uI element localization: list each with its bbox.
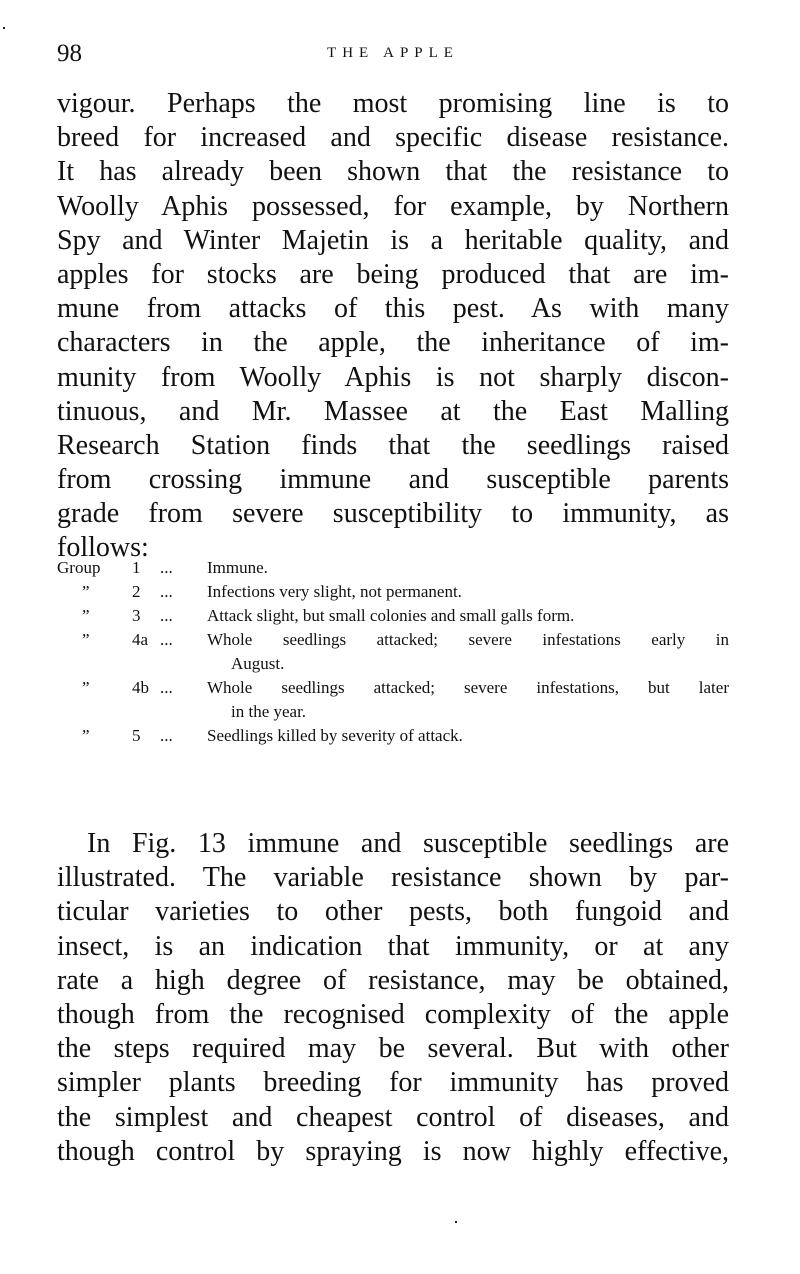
description-line: in the year. [231, 702, 307, 721]
text-line: It has already been shown that the resistance to [57, 156, 729, 188]
text-line: follows: [57, 532, 149, 564]
group-number: 3 [132, 606, 141, 625]
text-line: from crossing immune and susceptible parents [57, 464, 729, 496]
group-list [57, 556, 729, 748]
running-head: THE APPLE [327, 45, 459, 61]
group-description [207, 676, 729, 724]
ditto-mark: ” [82, 606, 90, 625]
text-line: simpler plants breeding for immunity has proved [57, 1067, 729, 1099]
description-line: Immune. [207, 558, 268, 577]
description-line: August. [231, 654, 285, 673]
group-item [57, 604, 729, 628]
group-item [57, 628, 729, 676]
description-line: Whole seedlings attacked; severe infestations, but later [207, 678, 729, 697]
page-number: 98 [57, 40, 82, 67]
ditto-mark: ” [82, 726, 90, 745]
ditto-mark: ” [82, 678, 90, 697]
group-label: Group [57, 558, 101, 577]
scan-speck [455, 1221, 457, 1223]
text-line: the steps required may be several. But with other [57, 1033, 729, 1065]
leader-dots: ... [160, 558, 173, 577]
text-line: rate a high degree of resistance, may be obtained, [57, 964, 729, 996]
paragraph-1 [57, 87, 729, 566]
text-line: the simplest and cheapest control of diseases, and [57, 1101, 729, 1133]
leader-dots: ... [160, 582, 173, 601]
text-line: Spy and Winter Majetin is a heritable quality, and [57, 224, 729, 256]
description-line: Seedlings killed by severity of attack. [207, 726, 463, 745]
text-line: breed for increased and specific disease resistance. [57, 122, 729, 154]
group-item [57, 580, 729, 604]
description-line: Infections very slight, not permanent. [207, 582, 462, 601]
text-line: tinuous, and Mr. Massee at the East Malling [57, 395, 729, 427]
text-line: ticular varieties to other pests, both fungoid and [57, 896, 729, 928]
group-item [57, 556, 729, 580]
text-line: Research Station finds that the seedlings raised [57, 429, 729, 461]
text-line: characters in the apple, the inheritance of im- [57, 327, 729, 359]
text-line: In Fig. 13 immune and susceptible seedlings are [87, 828, 729, 859]
group-description [207, 604, 729, 628]
ditto-mark: ” [82, 630, 90, 649]
page-header [57, 40, 729, 70]
leader-dots: ... [160, 606, 173, 625]
group-number: 1 [132, 558, 141, 577]
description-line: Attack slight, but small colonies and small galls form. [207, 606, 575, 625]
leader-dots: ... [160, 726, 173, 745]
group-description [207, 556, 729, 580]
group-number: 4b [132, 678, 149, 697]
text-line: Woolly Aphis possessed, for example, by Northern [57, 190, 729, 222]
text-line: though from the recognised complexity of the apple [57, 998, 729, 1030]
leader-dots: ... [160, 630, 173, 649]
group-number: 5 [132, 726, 141, 745]
paragraph-2 [57, 827, 729, 1169]
group-number: 2 [132, 582, 141, 601]
text-line: vigour. Perhaps the most promising line is to [57, 88, 729, 119]
group-number: 4a [132, 630, 149, 649]
group-item [57, 724, 729, 748]
text-line: illustrated. The variable resistance shown by par- [57, 862, 729, 894]
group-description [207, 580, 729, 604]
group-description [207, 628, 729, 676]
text-line: grade from severe susceptibility to immunity, as [57, 498, 729, 530]
text-line: mune from attacks of this pest. As with many [57, 293, 729, 325]
text-line: insect, is an indication that immunity, or at any [57, 930, 729, 962]
text-line: apples for stocks are being produced that are im- [57, 258, 729, 290]
text-line: munity from Woolly Aphis is not sharply discon- [57, 361, 729, 393]
group-item [57, 676, 729, 724]
ditto-mark: ” [82, 582, 90, 601]
description-line: Whole seedlings attacked; severe infestations early in [207, 630, 729, 649]
text-line: though control by spraying is now highly effective, [57, 1135, 729, 1167]
leader-dots: ... [160, 678, 173, 697]
group-description [207, 724, 729, 748]
scan-speck [3, 27, 5, 29]
